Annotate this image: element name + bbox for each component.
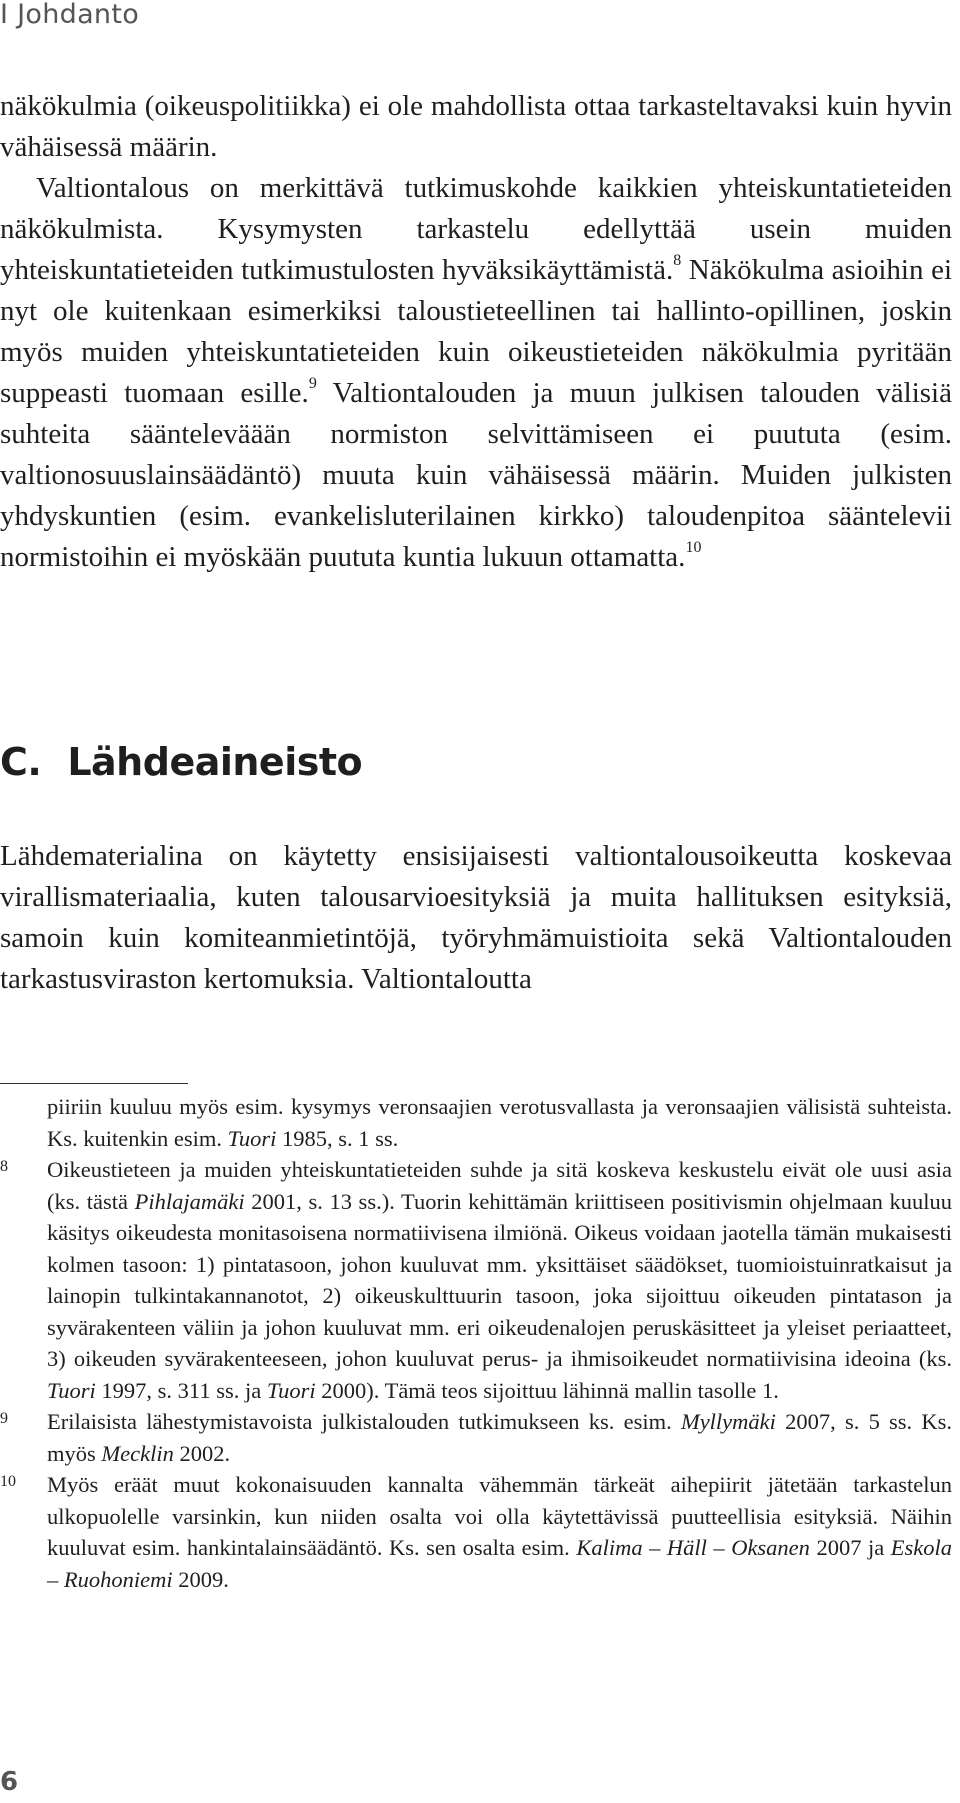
footnotes [0,1091,952,1595]
footnote-number [0,1091,47,1154]
footnote-text: piiriin kuuluu myös esim. kysymys veronsaajien verotusvallasta ja veronsaajien välisistä suhteista. Ks. kuitenkin esim. Tuori 1985, s. 1 ss. [47,1094,952,1151]
footnote-ref[interactable]: 10 [685,539,702,556]
section-title: Lähdeaineisto [67,740,363,784]
footnote-number: 8 [0,1158,8,1175]
section-body: Lähdematerialina on käytetty ensisijaisesti valtiontalousoikeutta koskevaa virallismateriaalia, kuten talousarvioesityksiä ja muita hallituksen esityksiä, samoin kuin komiteanmietintöjä, työryhmämuistioita sekä Valtiontalouden tarkastusviraston kertomuksia. Valtiontaloutta [0,840,952,995]
footnote-text: Myös eräät muut kokonaisuuden kannalta vähemmän tärkeät aihepiirit jätetään tarkastelun ulkopuolelle varsinkin, kun niiden osalta voi olla käytettävissä puutteellisia esityksiä. Näihin kuuluvat esim. hankintalainsäädäntö. Ks. sen osalta esim. Kalima – Häll – Oksanen 2007 ja Eskola – Ruohoniemi 2009. [47,1472,952,1592]
footnote-9 [0,1406,952,1469]
footnote-8 [0,1154,952,1406]
footnote-ref[interactable]: 8 [673,252,682,269]
footnote-continued [0,1091,952,1154]
running-header: I Johdanto [0,0,140,30]
main-text [0,86,952,578]
section-letter: C. [0,740,42,784]
page-number: 6 [0,1767,19,1797]
paragraph: näkökulmia (oikeuspolitiikka) ei ole mahdollista ottaa tarkasteltavaksi kuin hyvin vähäisessä määrin. [0,90,952,163]
footnote-10 [0,1469,952,1595]
footnote-number: 9 [0,1410,8,1427]
footnote-text: Oikeustieteen ja muiden yhteiskuntatieteiden suhde ja sitä koskeva keskustelu eivät ole uusi asia (ks. tästä Pihlajamäki 2001, s. 13 ss.). Tuorin kehittämän kriittiseen positivismin ohjelmaan kuuluu käsitys oikeudesta monitasoisena normatiivisena ilmiönä. Oikeus voidaan jaotella tämän mukaisesti kolmen tasoon: 1) pintatasoon, johon kuuluvat mm. yksittäiset säädökset, tuomioistuinratkaisut ja lainopin tulkintakannanotot, 2) oikeuskulttuurin tasoon, joka sijoittuu oikeuden pintatason ja syvärakenteen väliin ja johon kuuluvat mm. eri oikeudenalojen peruskäsitteet ja yleiset periaatteet, 3) oikeuden syvärakenteeseen, johon kuuluvat perus- ja ihmisoikeudet normatiivisina ideoina (ks. Tuori 1997, s. 311 ss. ja Tuori 2000). Tämä teos sijoittuu lähinnä mallin tasolle 1. [47,1157,952,1403]
footnote-ref[interactable]: 9 [308,375,317,392]
footnote-number: 10 [0,1473,16,1490]
section-heading [0,738,362,786]
footnote-divider [0,1083,188,1084]
paragraph: Valtiontalous on merkittävä tutkimuskohde kaikkien yhteiskuntatieteiden näkökulmista. Kysymysten tarkastelu edellyttää usein muiden yhteiskuntatieteiden tutkimustulosten hyväksikäyttämistä.$^8$ Näkökulma asioihin ei nyt ole kuitenkaan esimerkiksi taloustieteellinen tai hallinto-opillinen, joskin myös muiden yhteiskuntatieteiden kuin oikeustieteiden näkökulmia pyritään suppeasti tuomaan esille.$^9$ Valtiontalouden ja muun julkisen talouden välisiä suhteita säänteleväään normiston selvittämiseen ei puututa (esim. valtionosuuslainsäädäntö) muuta kuin vähäisessä määrin. Muiden julkisten yhdyskuntien (esim. evankelisluterilainen kirkko) taloudenpitoa sääntelevii normistoihin ei myöskään puututa kuntia lukuun ottamatta.$^{10}$ [0,172,952,573]
footnote-text: Erilaisista lähestymistavoista julkistalouden tutkimukseen ks. esim. Myllymäki 2007, s. 5 ss. Ks. myös Mecklin 2002. [47,1409,953,1466]
